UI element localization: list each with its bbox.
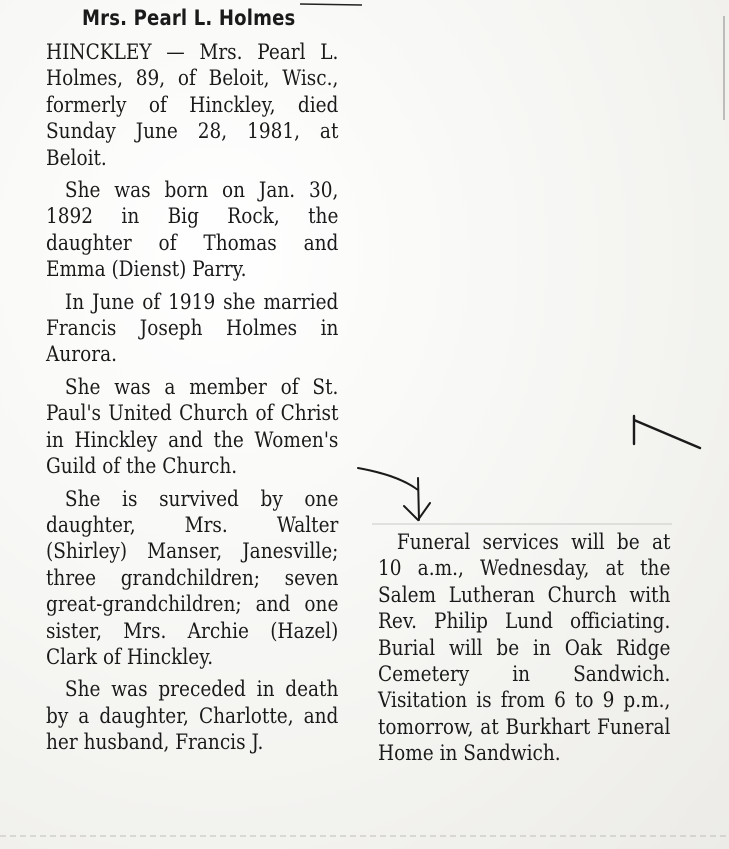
right-column [378, 530, 670, 768]
paragraph-preceded: She was preceded in death by a daughter, Charlotte, and her husband, Francis J. [46, 677, 339, 756]
paragraph-birth: She was born on Jan. 30, 1892 in Big Rock, the daughter of Thomas and Emma (Dienst) Parry. [46, 178, 339, 283]
paragraph-membership: She was a member of St. Paul's United Church of Christ in Hinckley and the Women's Guild of the Church. [46, 374, 339, 480]
obituary-headline: Mrs. Pearl L. Holmes [82, 6, 296, 30]
paragraph-survivors: She is survived by one daughter, Mrs. Walter (Shirley) Manser, Janesville; three grandchildren; seven great-grandchildren; and one sister, Mrs. Archie (Hazel) Clark of Hinckley. [46, 486, 339, 670]
left-column [46, 40, 338, 757]
hand-drawn-corner-mark [634, 416, 700, 448]
paragraph-funeral-services: Funeral services will be at 10 a.m., Wednesday, at the Salem Lutheran Church with Rev. Philip Lund officiating. Burial will be in Oak Ridge Cemetery in Sandwich. Visitation is from 6 to 9 p.m., tomorrow, at Burkhart Funeral Home in Sandwich. [378, 530, 671, 767]
hand-drawn-arrow-icon [358, 468, 430, 520]
top-rule-mark [300, 4, 362, 5]
paragraph-dateline: HINCKLEY — Mrs. Pearl L. Holmes, 89, of Beloit, Wisc., formerly of Hinckley, died Sunday June 28, 1981, at Beloit. [46, 40, 339, 171]
paragraph-marriage: In June of 1919 she married Francis Joseph Holmes in Aurora. [46, 289, 339, 368]
